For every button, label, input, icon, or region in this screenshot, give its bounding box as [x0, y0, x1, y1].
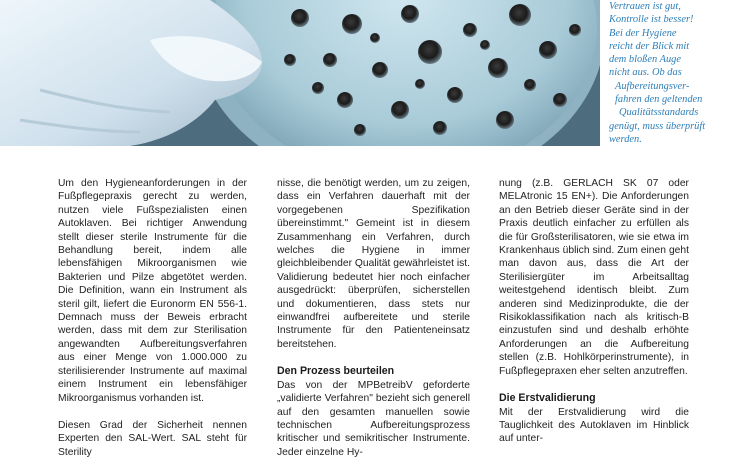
- paragraph: nung (z.B. GERLACH SK 07 oder MELAtronic 15 EN+). Die Anforderungen an den Betrieb dieser Geräte sind in der Praxis deutlich einfacher zu erfüllen als die für Großsterilisatoren, wie sie etwa im Krankenhaus üblich sind. Zum einen geht man davon aus, dass die Art der Sterilisiergüter im Arbeitsalltag weitestgehend identisch bleibt. Zum anderen sind Medizinprodukte, die der Risikoklassifikation nach als kritisch-B einzustufen sind und deshalb erhöhte Anforderungen an die Aufbereitung stellen (z.B. Hohlkörperinstrumente), in Fußpflegepraxen eher selten anzutreffen.: [499, 178, 689, 377]
- paragraph: nisse, die benötigt werden, um zu zeigen, dass ein Verfahren dauerhaft mit der vorgegebenen Spezifikation übereinstimmt." Gemeint ist in diesem Zusammenhang ein Verfahren, durch welches die Hygiene in immer gleichbleibender Qualität gewährleistet ist. Validierung bedeutet hier noch einfacher ausgedrückt: überprüfen, sicherstellen und dokumentieren, dass stets nur einwandfrei aufbereitete und sterile Instrumente für den Patienteneinsatz bereitstehen.: [277, 178, 470, 350]
- petri-dish-photo: [0, 0, 600, 146]
- caption-line: reicht der Blick mit: [609, 40, 690, 52]
- paragraph: Um den Hygieneanforderungen in der Fußpflegepraxis gerecht zu werden, nutzen viele Fußspezialisten einen Autoklaven. Bei richtiger Anwendung stellt dieser sterile Instrumente für die Behandlung bereit, indem alle lebensfähigen Mikroorganismen wie Bakterien und Pilze abgetötet werden. Die Definition, wann ein Instrument als steril gilt, liefert die Euronorm EN 556-1. Demnach muss der Beweis erbracht werden, dass mit dem zur Sterilisation angewandten Aufbereitungsverfahren aus einer Menge von 1.000.000 zu sterilisierender Instrumente auf maximal einem Instrument ein lebensfähiger Mikroorganismus vorhanden ist.: [58, 178, 247, 404]
- section-heading: Den Prozess beurteilen: [277, 365, 395, 378]
- paragraph: Diesen Grad der Sicherheit nennen Experten den SAL-Wert. SAL steht für Sterility: [58, 419, 247, 458]
- caption-line: Vertrauen ist gut,: [609, 1, 681, 12]
- caption-line: Kontrolle ist besser!: [609, 14, 694, 26]
- caption-line: Qualitätsstandards: [619, 107, 699, 119]
- text-column-3: [499, 177, 689, 460]
- bacteria-culture-illustration: [0, 0, 600, 146]
- caption-line: fahren den geltenden: [615, 94, 703, 106]
- text-column-2: [277, 177, 470, 473]
- caption-line: genügt, muss überprüft: [609, 120, 706, 132]
- caption-line: Bei der Hygiene: [609, 27, 677, 39]
- caption-line: nicht aus. Ob das: [609, 67, 682, 79]
- caption-line: werden.: [609, 133, 642, 145]
- text-column-1: [58, 177, 247, 473]
- paragraph: Das von der MPBetreibV geforderte „validierte Verfahren" bezieht sich generell auf den gesamten manuellen sowie technischen Aufbereitungsprozess kritischer und semikritischer Instrumente. Jeder einzelne Hy-: [277, 379, 470, 458]
- caption-line: Aufbereitungsver-: [615, 80, 690, 92]
- paragraph: Mit der Erstvalidierung wird die Tauglichkeit des Autoklaven im Hinblick auf unter-: [499, 406, 689, 445]
- section-heading: Die Erstvalidierung: [499, 392, 596, 405]
- photo-caption: [609, 0, 741, 150]
- caption-line: dem bloßen Auge: [609, 54, 681, 66]
